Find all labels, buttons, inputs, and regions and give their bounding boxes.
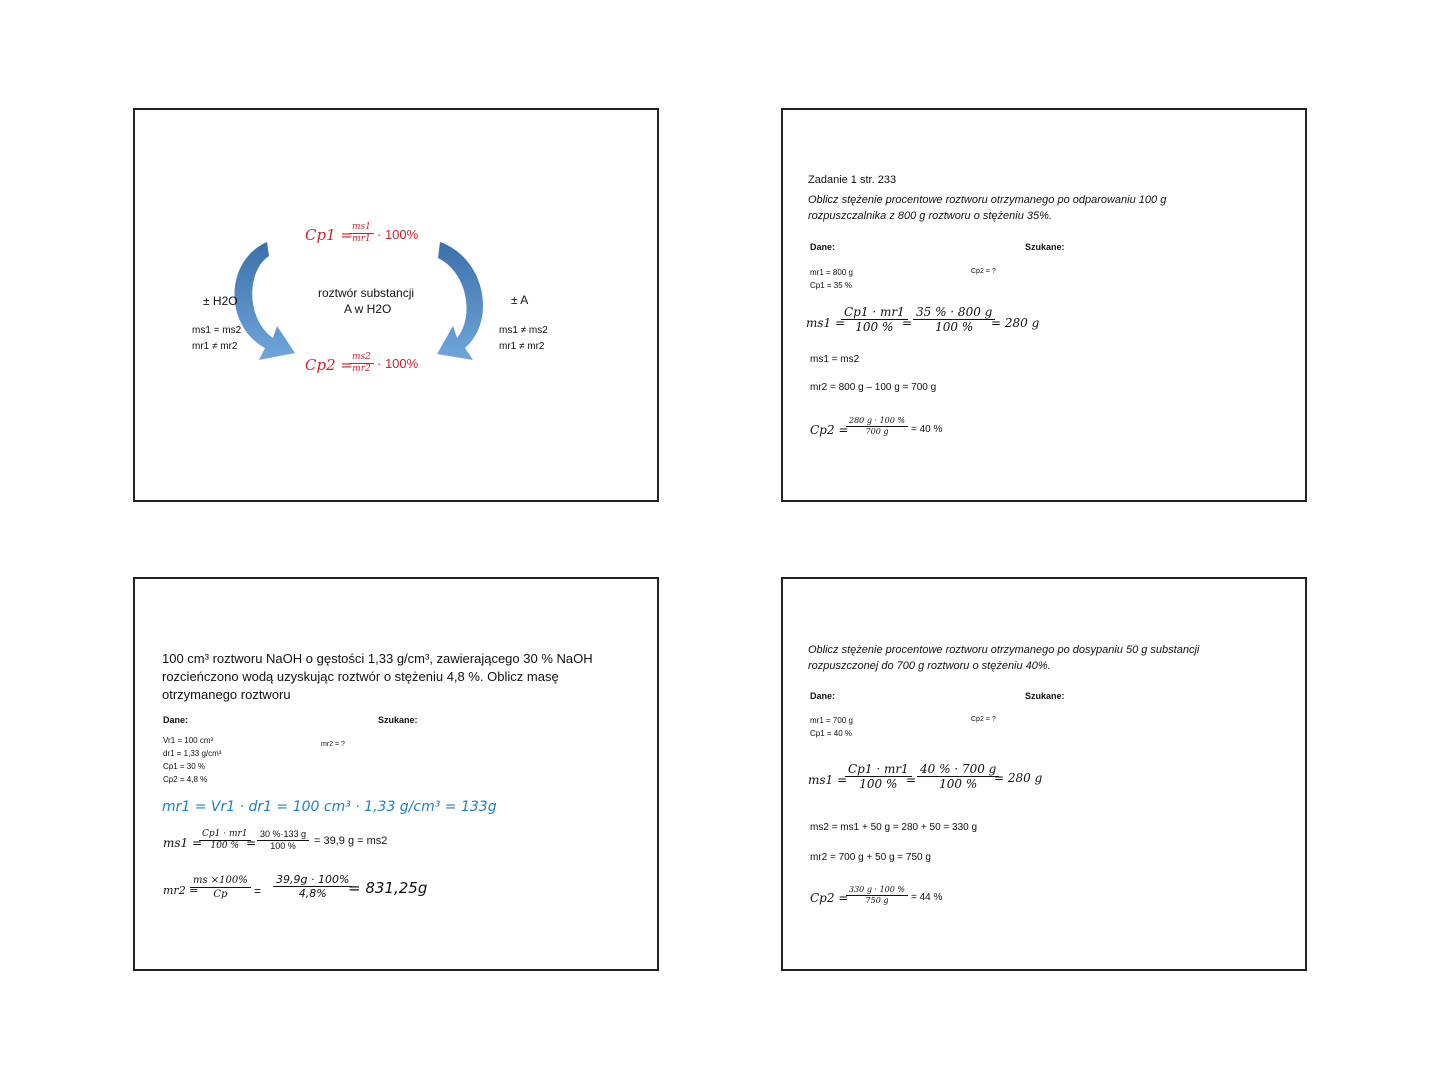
ms1-formula-denominator: 100 % xyxy=(210,840,240,851)
ms1-result: = 39,9 g = ms2 xyxy=(314,835,388,847)
cp2-fraction xyxy=(846,885,908,906)
given-value-4: Cp2 = 4,8 % xyxy=(163,775,208,784)
cp2-denominator: 750 g xyxy=(865,895,889,905)
right-operation: ± A xyxy=(511,293,529,307)
right-equation-2: mr1 ≠ mr2 xyxy=(499,341,545,352)
ms1-label: ms1 = xyxy=(806,316,846,330)
handwritten-final-result: = 831,25g xyxy=(348,879,428,897)
mr2-label: mr2 = xyxy=(163,884,199,897)
ms1-formula-numerator: Cp1 · mr1 xyxy=(845,762,912,777)
ms1-formula-numerator: Cp1 · mr1 xyxy=(199,829,251,841)
sought-heading: Szukane: xyxy=(1025,242,1065,252)
left-curved-arrow-icon xyxy=(234,242,295,360)
ms1-value-fraction xyxy=(917,762,999,793)
task-text-line1: Oblicz stężenie procentowe roztworu otrzymanego po odparowaniu 100 g xyxy=(808,194,1167,206)
ms1-value-numerator: 30 %·133 g xyxy=(257,829,309,841)
ms1-value-fraction xyxy=(913,305,995,336)
cp2-numerator: ms2 xyxy=(349,352,374,364)
ms1-value-numerator: 40 % · 700 g xyxy=(917,762,999,777)
task-text-line1: Oblicz stężenie procentowe roztworu otrzymanego po dosypaniu 50 g substancji xyxy=(808,644,1200,656)
cp1-tail: · 100% xyxy=(377,227,419,242)
diagram-center-line2: A w H2O xyxy=(344,302,392,316)
ms1-formula-fraction xyxy=(841,305,908,336)
mr2-calculation: mr2 = 700 g + 50 g = 750 g xyxy=(810,852,931,863)
handwritten-mr2-fraction xyxy=(273,873,352,901)
sought-value: Cp2 = ? xyxy=(971,716,996,723)
left-equation-1: ms1 = ms2 xyxy=(192,325,242,336)
mr2-formula-fraction xyxy=(190,875,251,901)
cp2-label: Cp2 = xyxy=(810,891,849,905)
handwritten-mr2-denominator: 4,8% xyxy=(298,887,327,901)
slide-task-addition xyxy=(781,577,1307,971)
equals-sign-2: = xyxy=(254,884,262,898)
given-value-2: dr1 = 1,33 g/cm³ xyxy=(163,749,222,758)
given-value-3: Cp1 = 30 % xyxy=(163,762,206,771)
task-title: Zadanie 1 str. 233 xyxy=(808,174,897,186)
given-value-1: Vr1 = 100 cm³ xyxy=(163,736,214,745)
ms1-result: = 280 g xyxy=(991,316,1040,330)
ms1-formula-fraction xyxy=(845,762,912,793)
ms1-value-denominator: 100 % xyxy=(935,320,974,335)
cp1-numerator: ms1 xyxy=(349,222,374,234)
given-value-1: mr1 = 700 g xyxy=(810,716,853,725)
task-text-line2: rozcieńczono wodą uzyskując roztwór o stężeniu 4,8 %. Oblicz masę xyxy=(162,669,559,684)
handwritten-mass-calculation: mr1 = Vr1 · dr1 = 100 cm³ · 1,33 g/cm³ = 133g xyxy=(162,799,497,815)
ms1-formula-denominator: 100 % xyxy=(859,777,898,792)
ms1-value-numerator: 35 % · 800 g xyxy=(913,305,995,320)
slide-task-dilution xyxy=(133,577,659,971)
right-equation-1: ms1 ≠ ms2 xyxy=(499,325,548,336)
given-heading: Dane: xyxy=(810,242,836,252)
task-text-line2: rozpuszczonej do 700 g roztworu o stężeniu 40%. xyxy=(808,660,1051,672)
left-operation: ± H2O xyxy=(203,294,238,308)
cp2-label: Cp2 = xyxy=(305,356,353,374)
mr2-formula-denominator: Cp xyxy=(213,889,228,900)
left-equation-2: mr1 ≠ mr2 xyxy=(192,341,238,352)
cp2-fraction xyxy=(846,416,908,437)
task-text-line3: otrzymanego roztworu xyxy=(162,687,291,702)
ms2-calculation: ms2 = ms1 + 50 g = 280 + 50 = 330 g xyxy=(810,822,978,833)
slide-task-evaporation xyxy=(781,108,1307,502)
cp2-result: = 40 % xyxy=(911,424,943,435)
cp2-denominator: 700 g xyxy=(865,426,889,436)
sought-value: Cp2 = ? xyxy=(971,268,996,275)
ms1-value-denominator: 100 % xyxy=(939,777,978,792)
cp2-label: Cp2 = xyxy=(810,423,849,437)
given-value-1: mr1 = 800 g xyxy=(810,268,853,277)
ms1-value-fraction xyxy=(257,829,309,852)
cp2-denominator: mr2 xyxy=(352,363,371,374)
diagram-center-line1: roztwór substancji xyxy=(318,286,415,300)
cp1-fraction xyxy=(349,222,374,245)
given-heading: Dane: xyxy=(163,715,189,725)
ms1-formula-denominator: 100 % xyxy=(855,320,894,335)
ms1-formula-numerator: Cp1 · mr1 xyxy=(841,305,908,320)
ms1-value-denominator: 100 % xyxy=(270,840,296,851)
ms1-label: ms1 = xyxy=(163,836,203,850)
ms1-formula-fraction xyxy=(199,829,251,852)
cp2-fraction xyxy=(349,352,374,375)
cp2-tail: · 100% xyxy=(377,356,419,371)
mr2-calculation: mr2 = 800 g – 100 g = 700 g xyxy=(810,382,937,393)
ms1-label: ms1 = xyxy=(808,773,848,787)
handwritten-mr2-numerator: 39,9g · 100% xyxy=(273,873,352,887)
sought-heading: Szukane: xyxy=(1025,691,1065,701)
right-curved-arrow-icon xyxy=(437,242,483,360)
equals-sign: = xyxy=(902,316,913,330)
task-text-line2: rozpuszczalnika z 800 g roztworu o stężeniu 35%. xyxy=(808,210,1052,222)
cp2-numerator: 330 g · 100 % xyxy=(846,885,908,896)
mr2-formula-numerator: ms ×100% xyxy=(190,875,251,888)
equals-sign: = xyxy=(246,836,257,850)
sought-heading: Szukane: xyxy=(378,715,418,725)
cp1-denominator: mr1 xyxy=(352,233,371,244)
slide-concentration-diagram xyxy=(133,108,659,502)
given-heading: Dane: xyxy=(810,691,836,701)
ms1-result: = 280 g xyxy=(994,771,1043,785)
task-text-line1: 100 cm³ roztworu NaOH o gęstości 1,33 g/cm³, zawierającego 30 % NaOH xyxy=(162,651,593,666)
given-value-2: Cp1 = 40 % xyxy=(810,729,853,738)
cp1-label: Cp1 = xyxy=(305,226,353,244)
cp2-numerator: 280 g · 100 % xyxy=(846,416,908,427)
equals-sign: = xyxy=(906,773,917,787)
cp2-result: = 44 % xyxy=(911,892,943,903)
given-value-2: Cp1 = 35 % xyxy=(810,281,853,290)
ms-equality: ms1 = ms2 xyxy=(810,354,860,365)
sought-value: mr2 = ? xyxy=(321,741,345,748)
